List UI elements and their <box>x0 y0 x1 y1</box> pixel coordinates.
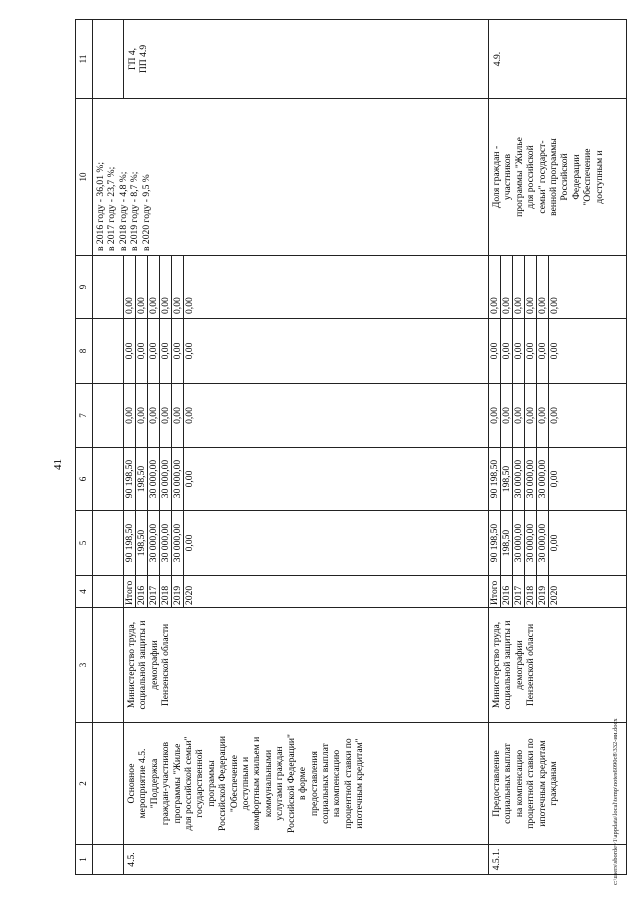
regional-funding-cell <box>124 448 489 511</box>
year: 2016 <box>136 576 148 607</box>
value: 0,00 <box>184 407 195 424</box>
row-number: 4.5. <box>124 845 489 875</box>
funding-col8-cell <box>124 319 489 384</box>
year: 2018 <box>525 576 537 607</box>
year: 2020 <box>549 585 560 605</box>
value: 0,00 <box>501 256 513 318</box>
value: 198,50 <box>501 511 513 575</box>
header-cell: 2 <box>76 723 93 845</box>
value: 0,00 <box>184 470 195 488</box>
value: 30 000,00 <box>537 511 549 575</box>
header-row <box>76 20 93 875</box>
targets-text: в 2016 году - 36,01 %; в 2017 году - 23,7 %; в 2018 году - 4,8 %; в 2019 году - 8,7 %; в 2020 году - 9,5 % <box>93 99 489 256</box>
value: 90 198,50 <box>124 511 136 575</box>
header-cell: 8 <box>76 319 93 384</box>
year: 2020 <box>184 585 195 605</box>
year: 2017 <box>148 576 160 607</box>
header-cell: 7 <box>76 384 93 448</box>
activity-name: Предоставление социальных выплат на компенсацию процентной ставки по ипотечным кредитам гражданам <box>489 723 627 845</box>
header-cell: 10 <box>76 99 93 256</box>
value: 0,00 <box>501 384 513 447</box>
value: 30 000,00 <box>513 448 525 510</box>
value: 0,00 <box>489 256 501 318</box>
program-reference: ГП 4, ПП 4.9 <box>124 20 489 99</box>
value: 0,00 <box>549 297 560 314</box>
year: 2018 <box>160 576 172 607</box>
header-cell: 3 <box>76 608 93 723</box>
program-table <box>75 19 627 875</box>
funding-col7-cell <box>489 384 627 448</box>
value: 0,00 <box>537 256 549 318</box>
value: 0,00 <box>549 470 560 488</box>
value: 0,00 <box>136 384 148 447</box>
value: 30 000,00 <box>172 448 184 510</box>
value: 30 000,00 <box>148 511 160 575</box>
header-cell: 9 <box>76 256 93 319</box>
total-funding-cell <box>124 511 489 576</box>
indicator-text: Доля граждан - участников программы "Жилье для российской семьи" государст- венной программы Российской Федерации "Обеспечение доступным и <box>489 99 627 256</box>
table-row-4-5-1 <box>489 20 627 875</box>
value: 30 000,00 <box>525 448 537 510</box>
value: 0,00 <box>501 319 513 383</box>
value: 0,00 <box>172 256 184 318</box>
funding-col9-cell <box>489 256 627 319</box>
value: 30 000,00 <box>160 448 172 510</box>
value: 0,00 <box>172 319 184 383</box>
year: Итого <box>489 576 501 607</box>
funding-col8-cell <box>489 319 627 384</box>
executor: Министерство труда, социальной защиты и демографии Пензенской области <box>124 608 489 723</box>
file-path-footer: c:\users\sborde~1\appdata\local\temp\notes6090c8\332-ии.docx <box>612 718 619 885</box>
value: 0,00 <box>513 384 525 447</box>
year: 2019 <box>172 576 184 607</box>
value: 0,00 <box>136 256 148 318</box>
value: 30 000,00 <box>160 511 172 575</box>
value: 0,00 <box>160 384 172 447</box>
value: 0,00 <box>136 319 148 383</box>
rotated-table-container <box>75 20 605 875</box>
value: 0,00 <box>160 319 172 383</box>
value: 30 000,00 <box>525 511 537 575</box>
value: 0,00 <box>184 534 195 552</box>
header-cell: 1 <box>76 845 93 875</box>
value: 0,00 <box>549 342 560 360</box>
value: 0,00 <box>537 384 549 447</box>
value: 198,50 <box>136 511 148 575</box>
header-cell: 11 <box>76 20 93 99</box>
value: 0,00 <box>513 256 525 318</box>
value: 0,00 <box>184 342 195 360</box>
total-funding-cell <box>489 511 627 576</box>
value: 90 198,50 <box>489 448 501 510</box>
header-cell: 5 <box>76 511 93 576</box>
value: 0,00 <box>549 407 560 424</box>
funding-col9-cell <box>124 256 489 319</box>
value: 30 000,00 <box>148 448 160 510</box>
years-cell <box>489 576 627 608</box>
activity-name: Основное мероприятие 4.5. "Поддержка граждан-участников программы "Жилье для российской семьи" государственной программы Российской Федерации "Обеспечение доступным и комфортным жильем и коммунальными услугами граждан Российской Федерации" в форме предоставления социальных выплат на компенсацию процентной ставки по ипотечным кредитам" <box>124 723 489 845</box>
value: 0,00 <box>148 256 160 318</box>
row-number: 4.5.1. <box>489 845 627 875</box>
value: 0,00 <box>124 384 136 447</box>
value: 0,00 <box>184 297 195 314</box>
years-cell <box>124 576 489 608</box>
value: 0,00 <box>489 319 501 383</box>
value: 0,00 <box>525 256 537 318</box>
header-cell: 4 <box>76 576 93 608</box>
value: 0,00 <box>124 319 136 383</box>
program-reference: 4.9. <box>489 20 627 99</box>
value: 30 000,00 <box>513 511 525 575</box>
value: 198,50 <box>136 448 148 510</box>
value: 0,00 <box>549 534 560 552</box>
value: 0,00 <box>489 384 501 447</box>
value: 0,00 <box>148 384 160 447</box>
value: 0,00 <box>537 319 549 383</box>
value: 0,00 <box>513 319 525 383</box>
value: 0,00 <box>124 256 136 318</box>
value: 0,00 <box>525 384 537 447</box>
table-row-continuation <box>93 20 124 875</box>
page-number: 41 <box>52 459 64 470</box>
value: 198,50 <box>501 448 513 510</box>
executor: Министерство труда, социальной защиты и демографии Пензенской области <box>489 608 627 723</box>
value: 0,00 <box>148 319 160 383</box>
year: 2016 <box>501 576 513 607</box>
value: 30 000,00 <box>537 448 549 510</box>
value: 90 198,50 <box>124 448 136 510</box>
value: 0,00 <box>160 256 172 318</box>
year: 2017 <box>513 576 525 607</box>
value: 30 000,00 <box>172 511 184 575</box>
funding-col7-cell <box>124 384 489 448</box>
header-cell: 6 <box>76 448 93 511</box>
value: 90 198,50 <box>489 511 501 575</box>
value: 0,00 <box>525 319 537 383</box>
regional-funding-cell <box>489 448 627 511</box>
year: 2019 <box>537 576 549 607</box>
year: Итого <box>124 576 136 607</box>
value: 0,00 <box>172 384 184 447</box>
